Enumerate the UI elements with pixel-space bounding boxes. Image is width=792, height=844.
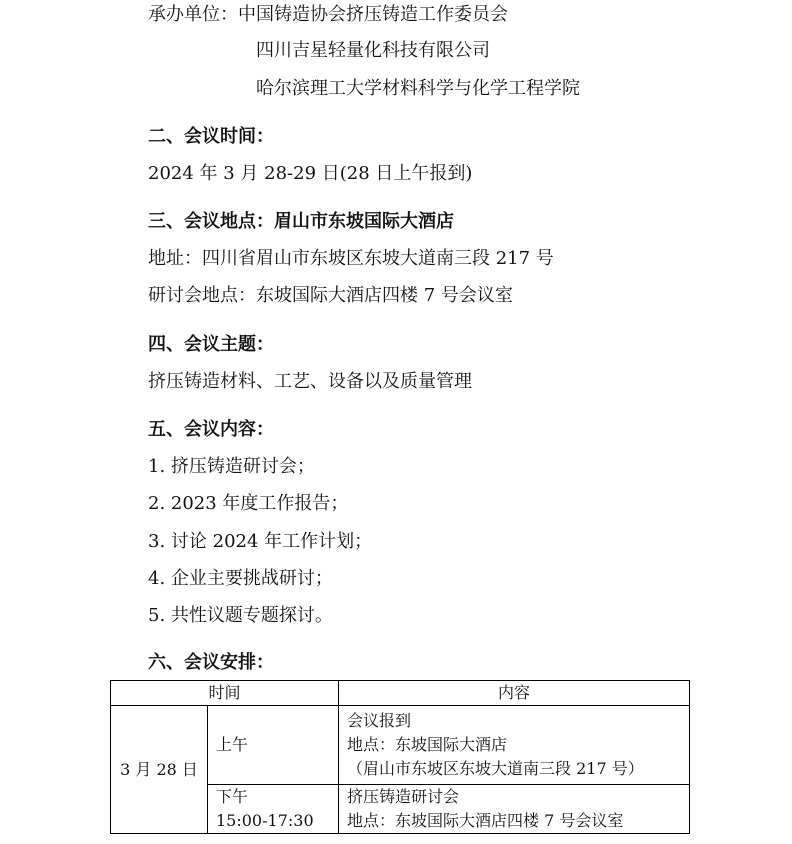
content-cell [339,785,690,834]
location-venue: 研讨会地点：东坡国际大酒店四楼 7 号会议室 [148,285,513,306]
time-text: 2024 年 3 月 28-29 日(28 日上午报到) [148,163,473,184]
content-line: 会议报到 [347,711,412,730]
time-cell: 上午 [208,706,339,785]
organizers-line-1: 承办单位：中国铸造协会挤压铸造工作委员会 [148,4,508,25]
table-row [111,706,690,785]
content-item: 4. 企业主要挑战研讨； [148,568,333,589]
schedule-heading: 六、会议安排： [148,652,274,673]
table-header-row [111,681,690,706]
schedule-table [110,680,690,834]
content-heading: 五、会议内容： [148,419,274,440]
theme-heading: 四、会议主题： [148,334,274,355]
content-line: （眉山市东坡区东坡大道南三段 217 号） [347,759,644,778]
content-line: 地点：东坡国际大酒店四楼 7 号会议室 [347,811,624,830]
time-cell [208,785,339,834]
content-item: 3. 讨论 2024 年工作计划； [148,531,373,552]
time-line: 15:00-17:30 [216,811,314,830]
organizers-line-3: 哈尔滨理工大学材料科学与化学工程学院 [256,78,580,99]
content-item: 2. 2023 年度工作报告； [148,493,349,514]
theme-text: 挤压铸造材料、工艺、设备以及质量管理 [148,371,472,392]
header-content: 内容 [339,681,690,706]
location-heading: 三、会议地点：眉山市东坡国际大酒店 [148,211,454,232]
organizers-line-2: 四川吉星轻量化科技有限公司 [256,40,490,61]
time-heading: 二、会议时间： [148,126,274,147]
header-time: 时间 [111,681,339,706]
content-item: 1. 挤压铸造研讨会； [148,456,315,477]
content-line: 地点：东坡国际大酒店 [347,735,508,754]
day-cell: 3 月 28 日 [111,706,208,834]
content-item: 5. 共性议题专题探讨。 [148,605,333,626]
content-line: 挤压铸造研讨会 [347,787,460,806]
location-address: 地址：四川省眉山市东坡区东坡大道南三段 217 号 [148,248,554,269]
time-line: 下午 [216,787,249,806]
content-cell [339,706,690,785]
